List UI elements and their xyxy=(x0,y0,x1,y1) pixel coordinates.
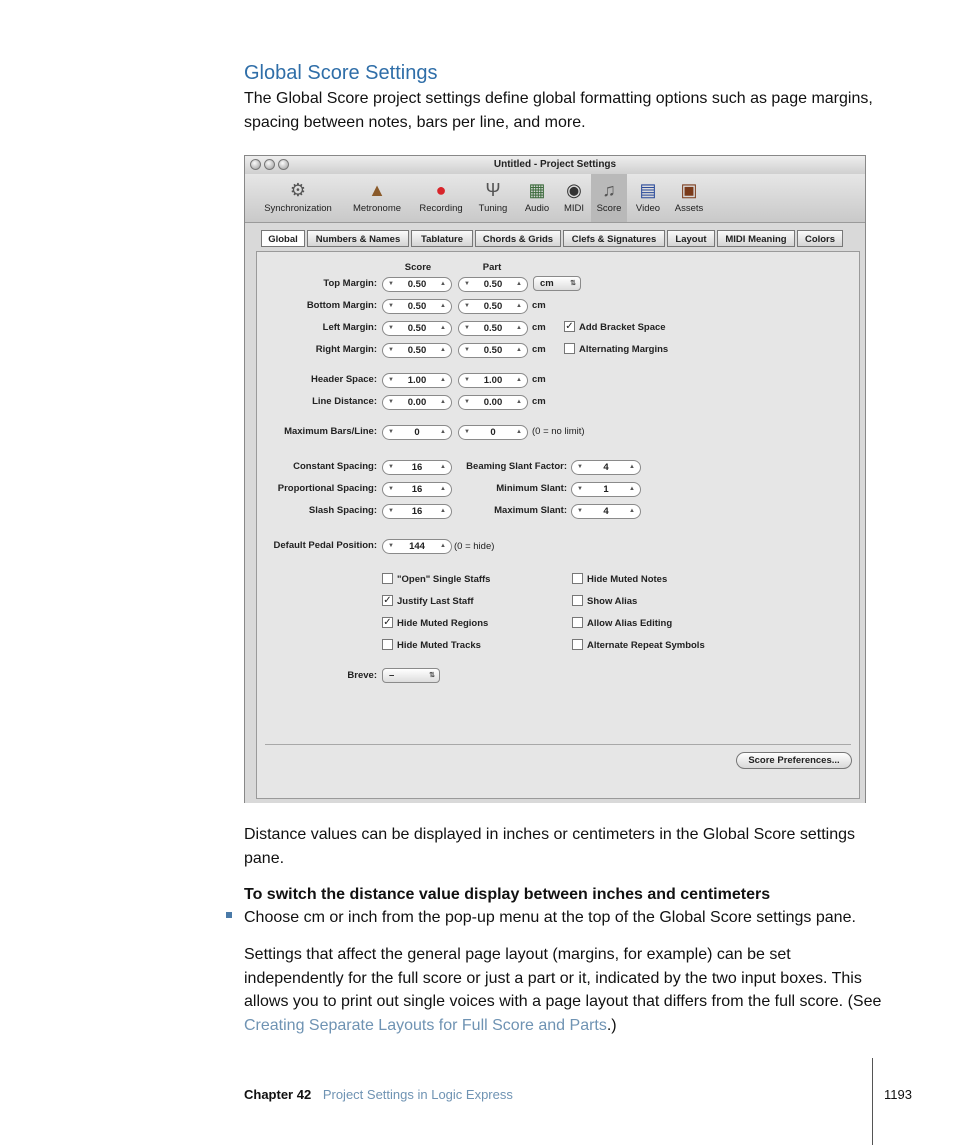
score-preferences-button[interactable]: Score Preferences... xyxy=(736,752,852,769)
constant-spacing-stepper[interactable]: ▼ 16 ▲ xyxy=(382,460,452,475)
pane-divider xyxy=(265,744,851,745)
maximum-slant-label: Maximum Slant: xyxy=(494,505,567,516)
top-margin-part-stepper[interactable]: ▼ 0.50 ▲ xyxy=(458,277,528,292)
tab-tablature[interactable]: Tablature xyxy=(411,230,473,247)
minimum-slant-stepper[interactable]: ▼ 1 ▲ xyxy=(571,482,641,497)
constant-spacing-label: Constant Spacing: xyxy=(293,461,377,472)
right-margin-label: Right Margin: xyxy=(315,344,377,355)
max-bars-label: Maximum Bars/Line: xyxy=(284,426,377,437)
justify-last-staff-label: Justify Last Staff xyxy=(397,596,474,607)
open-single-staffs-checkbox[interactable] xyxy=(382,573,393,584)
left-margin-unit: cm xyxy=(532,322,546,333)
tab-clefs-signatures[interactable]: Clefs & Signatures xyxy=(563,230,665,247)
max-bars-score-stepper[interactable]: ▼ 0 ▲ xyxy=(382,425,452,440)
toolbar-score[interactable]: ♫ Score xyxy=(591,174,627,222)
part-column-header: Part xyxy=(482,262,502,273)
global-settings-pane xyxy=(256,251,860,799)
add-bracket-space-checkbox[interactable]: ✓ xyxy=(565,321,574,332)
toolbar-assets[interactable]: ▣ Assets xyxy=(674,180,704,214)
midi-connector-icon: ◉ xyxy=(566,180,582,200)
max-bars-part-stepper[interactable]: ▼ 0 ▲ xyxy=(458,425,528,440)
header-space-unit: cm xyxy=(532,374,546,385)
alternating-margins-label: Alternating Margins xyxy=(579,344,669,355)
tuning-fork-icon: Ψ xyxy=(485,180,501,200)
open-single-staffs-label: "Open" Single Staffs xyxy=(397,574,491,585)
beaming-slant-factor-label: Beaming Slant Factor: xyxy=(466,461,567,472)
hide-muted-tracks-label: Hide Muted Tracks xyxy=(397,640,481,651)
separate-layouts-link[interactable]: Creating Separate Layouts for Full Score and Parts xyxy=(244,1016,607,1034)
gears-icon: ⚙ xyxy=(289,180,307,200)
left-margin-score-stepper[interactable]: ▼ 0.50 ▲ xyxy=(382,321,452,336)
tab-global[interactable]: Global xyxy=(261,230,305,247)
slash-spacing-stepper[interactable]: ▼ 16 ▲ xyxy=(382,504,452,519)
project-settings-window xyxy=(244,155,866,803)
max-bars-hint: (0 = no limit) xyxy=(532,426,585,437)
hide-muted-notes-checkbox[interactable] xyxy=(572,573,583,584)
toolbar-recording[interactable]: ● Recording xyxy=(419,180,463,214)
unit-popup-menu[interactable]: cm ⇅ xyxy=(533,276,581,291)
pedal-position-hint: (0 = hide) xyxy=(454,541,495,552)
right-margin-part-stepper[interactable]: ▼ 0.50 ▲ xyxy=(458,343,528,358)
justify-last-staff-checkbox[interactable]: ✓ xyxy=(383,595,392,606)
toolbar-audio[interactable]: ▦ Audio xyxy=(524,180,550,214)
right-margin-unit: cm xyxy=(532,344,546,355)
show-alias-checkbox[interactable] xyxy=(572,595,583,606)
distance-values-paragraph: Distance values can be displayed in inches or centimeters in the Global Score settings pane. xyxy=(244,826,855,867)
hide-muted-notes-label: Hide Muted Notes xyxy=(587,574,668,585)
line-distance-part-stepper[interactable]: ▼ 0.00 ▲ xyxy=(458,395,528,410)
metronome-icon: ▲ xyxy=(368,180,386,200)
tab-numbers-names[interactable]: Numbers & Names xyxy=(307,230,409,247)
briefcase-icon: ▣ xyxy=(680,180,698,200)
toolbar-video[interactable]: ▤ Video xyxy=(635,180,661,214)
toolbar-midi[interactable]: ◉ MIDI xyxy=(563,180,585,214)
allow-alias-editing-label: Allow Alias Editing xyxy=(587,618,673,629)
right-margin-score-stepper[interactable]: ▼ 0.50 ▲ xyxy=(382,343,452,358)
maximum-slant-stepper[interactable]: ▼ 4 ▲ xyxy=(571,504,641,519)
bottom-margin-part-stepper[interactable]: ▼ 0.50 ▲ xyxy=(458,299,528,314)
alternating-margins-checkbox[interactable] xyxy=(564,343,575,354)
footer-separator xyxy=(872,1058,873,1145)
left-margin-part-stepper[interactable]: ▼ 0.50 ▲ xyxy=(458,321,528,336)
tab-colors[interactable]: Colors xyxy=(797,230,843,247)
footer-chapter-title-link[interactable]: Project Settings in Logic Express xyxy=(322,1087,513,1102)
line-distance-unit: cm xyxy=(532,396,546,407)
score-column-header: Score xyxy=(404,262,432,273)
record-icon: ● xyxy=(435,180,447,200)
line-distance-score-stepper[interactable]: ▼ 0.00 ▲ xyxy=(382,395,452,410)
page-footer xyxy=(244,1087,513,1102)
film-icon: ▤ xyxy=(639,180,657,200)
toolbar-metronome[interactable]: ▲ Metronome xyxy=(352,180,402,214)
page-number: 1193 xyxy=(884,1087,912,1102)
pedal-position-label: Default Pedal Position: xyxy=(273,540,377,551)
bottom-margin-unit: cm xyxy=(532,300,546,311)
add-bracket-space-label: Add Bracket Space xyxy=(579,322,666,333)
hide-muted-regions-label: Hide Muted Regions xyxy=(397,618,489,629)
toolbar-tuning[interactable]: Ψ Tuning xyxy=(478,180,508,214)
hide-muted-tracks-checkbox[interactable] xyxy=(382,639,393,650)
show-alias-label: Show Alias xyxy=(587,596,638,607)
title-bar xyxy=(245,156,865,175)
breve-label: Breve: xyxy=(347,670,377,681)
score-icon: ♫ xyxy=(602,180,616,200)
header-space-score-stepper[interactable]: ▼ 1.00 ▲ xyxy=(382,373,452,388)
slash-spacing-label: Slash Spacing: xyxy=(308,505,377,516)
task-step: Choose cm or inch from the pop-up menu at the top of the Global Score settings pane. xyxy=(244,909,856,926)
intro-paragraph: The Global Score project settings define global formatting options such as page margins, spacing between notes, bars per line, and more. xyxy=(244,90,873,131)
proportional-spacing-label: Proportional Spacing: xyxy=(277,483,377,494)
alternate-repeat-symbols-label: Alternate Repeat Symbols xyxy=(587,640,705,651)
hide-muted-regions-checkbox[interactable]: ✓ xyxy=(383,617,392,628)
bottom-margin-label: Bottom Margin: xyxy=(306,300,377,311)
top-margin-score-stepper[interactable]: ▼ 0.50 ▲ xyxy=(382,277,452,292)
tab-midi-meaning[interactable]: MIDI Meaning xyxy=(717,230,795,247)
header-space-part-stepper[interactable]: ▼ 1.00 ▲ xyxy=(458,373,528,388)
top-margin-label: Top Margin: xyxy=(323,278,377,289)
allow-alias-editing-checkbox[interactable] xyxy=(572,617,583,628)
breve-popup-menu[interactable]: – ⇅ xyxy=(382,668,440,683)
bottom-margin-score-stepper[interactable]: ▼ 0.50 ▲ xyxy=(382,299,452,314)
task-heading: To switch the distance value display between inches and centimeters xyxy=(244,886,771,903)
pedal-position-stepper[interactable]: ▼ 144 ▲ xyxy=(382,539,452,554)
window-title: Untitled - Project Settings xyxy=(493,159,617,170)
tab-layout[interactable]: Layout xyxy=(667,230,715,247)
minimum-slant-label: Minimum Slant: xyxy=(496,483,567,494)
proportional-spacing-stepper[interactable]: ▼ 16 ▲ xyxy=(382,482,452,497)
alternate-repeat-symbols-checkbox[interactable] xyxy=(572,639,583,650)
toolbar xyxy=(245,174,865,223)
line-distance-label: Line Distance: xyxy=(312,396,377,407)
header-space-label: Header Space: xyxy=(310,374,377,385)
layout-paragraph: Settings that affect the general page layout (margins, for example) can be set independently for the full score or just a part or it, indicated by the two input boxes. This allows you to print out single voices with a page layout that differs from the full score. (See Creating Separate Layouts for Full Score and Parts.) xyxy=(244,946,882,1034)
tab-area xyxy=(245,223,865,803)
section-title: Global Score Settings xyxy=(244,62,438,84)
left-margin-label: Left Margin: xyxy=(322,322,377,333)
footer-chapter: Chapter 42 xyxy=(244,1087,312,1102)
toolbar-synchronization[interactable]: ⚙ Synchronization xyxy=(264,180,332,214)
audio-meter-icon: ▦ xyxy=(528,180,546,200)
bullet-square-icon xyxy=(226,912,232,918)
beaming-slant-factor-stepper[interactable]: ▼ 4 ▲ xyxy=(571,460,641,475)
tab-chords-grids[interactable]: Chords & Grids xyxy=(475,230,561,247)
